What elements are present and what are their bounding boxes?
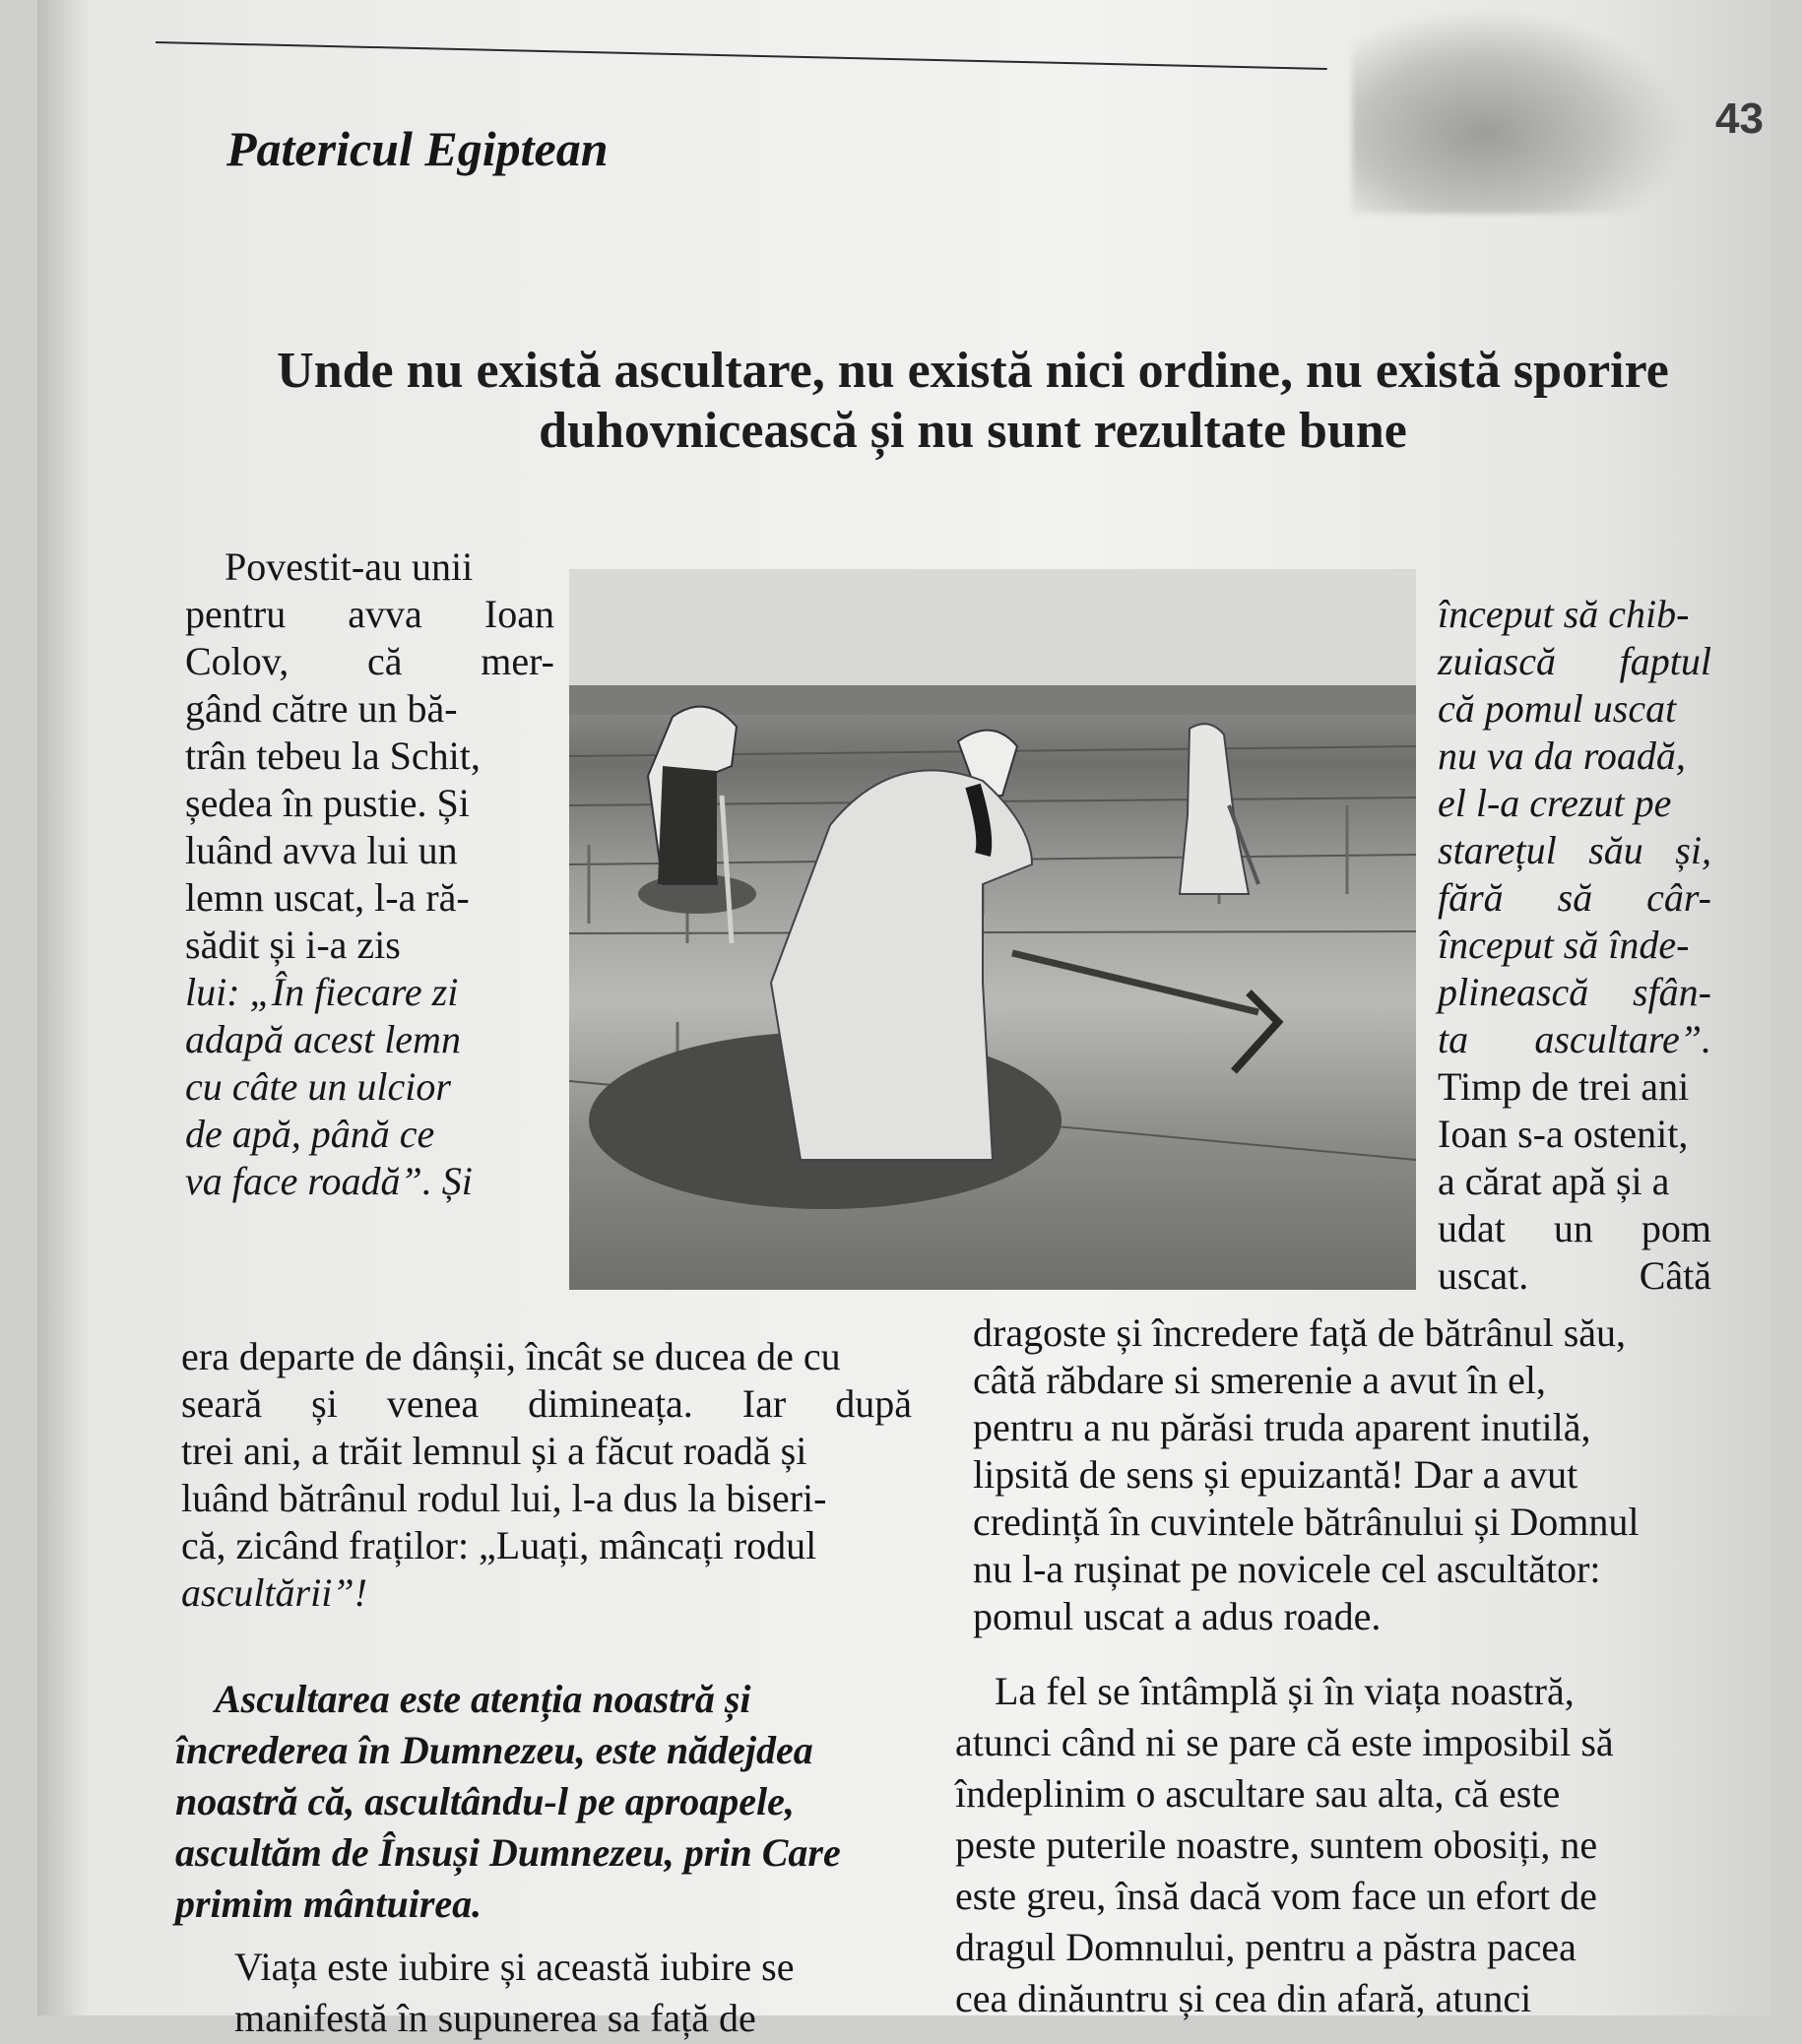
text-line: pentru a nu părăsi truda aparent inutilă,	[973, 1405, 1591, 1449]
text-line: ta ascultare”.	[1438, 1017, 1711, 1061]
text-line: plinească sfân-	[1438, 970, 1711, 1014]
photo-illustration	[569, 569, 1416, 1290]
text-line: Viața este iubire și această iubire se	[234, 1945, 795, 1989]
text-line: ascultăm de Însuși Dumnezeu, prin Care	[175, 1830, 841, 1875]
text-line: fără să câr-	[1438, 875, 1711, 920]
text-line: a cărat apă și a	[1438, 1159, 1670, 1203]
text-line: început să chib-	[1438, 592, 1690, 636]
text-line: udat un pom	[1438, 1206, 1711, 1250]
text-line: de apă, până ce	[185, 1112, 435, 1156]
right-last-paragraph	[955, 1666, 1684, 2024]
text-line: peste puterile noastre, suntem obosiți, ne	[955, 1822, 1598, 1867]
text-line: adapă acest lemn	[185, 1017, 461, 1061]
photo-nuns-working-field	[569, 569, 1416, 1290]
text-line: atunci când ni se pare că este imposibil să	[955, 1720, 1614, 1764]
text-line: pomul uscat a adus roade.	[973, 1594, 1382, 1638]
text-line: luând avva lui un	[185, 828, 458, 872]
text-line: lui: „În fiecare zi	[185, 970, 459, 1014]
text-line: trân tebeu la Schit,	[185, 734, 481, 778]
text-line: Colov, că mer-	[185, 639, 554, 683]
text-line: cea dinăuntru și cea din afară, atunci	[955, 1976, 1532, 2020]
running-title: Patericul Egiptean	[226, 121, 609, 176]
right-column	[973, 1309, 1682, 1640]
text-line: dragoste și încredere față de bătrânul său,	[973, 1310, 1627, 1355]
text-line: dragul Domnului, pentru a păstra pacea	[955, 1925, 1577, 1969]
ornament-graphic	[1352, 12, 1683, 214]
text-line: Povestit-au unii	[225, 544, 474, 589]
text-line: este greu, însă dacă vom face un efort de	[955, 1874, 1597, 1918]
text-line: început să înde-	[1438, 923, 1690, 967]
text-line: el l-a crezut pe	[1438, 781, 1672, 825]
left-last-paragraph	[234, 1942, 943, 2044]
text-line: credință în cuvintele bătrânului și Domnul	[973, 1500, 1640, 1544]
text-line: Ascultarea este atenția noastră și	[215, 1677, 751, 1721]
text-line: luând bătrânul rodul lui, l-a dus la biseri-	[181, 1476, 827, 1520]
text-line: ascultării”!	[181, 1570, 367, 1615]
text-line: câtă răbdare si smerenie a avut în el,	[973, 1358, 1546, 1402]
text-line: va face roadă”. Și	[185, 1159, 473, 1203]
text-line: pentru avva Ioan	[185, 592, 554, 636]
text-line: era departe de dânșii, încât se ducea de cu	[181, 1334, 841, 1378]
chapter-title-line: Unde nu există ascultare, nu există nici ordine, nu există sporire	[277, 343, 1669, 399]
wrap-right-column	[1438, 591, 1711, 1300]
bold-quote	[175, 1674, 943, 1930]
text-line: uscat. Câtă	[1438, 1253, 1711, 1298]
text-line: gând către un bă-	[185, 686, 458, 731]
text-line: primim mântuirea.	[175, 1882, 483, 1926]
text-line: manifestă în supunerea sa față de	[234, 1996, 756, 2040]
wrap-left-column	[185, 543, 554, 1205]
chapter-title-line: duhovnicească și nu sunt rezultate bune	[539, 403, 1407, 459]
text-line: trei ani, a trăit lemnul și a făcut roadă și	[181, 1429, 807, 1473]
text-line: că, zicând fraților: „Luați, mâncați rodul	[181, 1523, 817, 1567]
chapter-title	[234, 341, 1711, 461]
page-number: 43	[1715, 95, 1764, 143]
book-page	[37, 0, 1770, 2040]
text-line: îndeplinim o ascultare sau alta, că este	[955, 1771, 1561, 1816]
header-rule	[156, 41, 1327, 70]
text-line: ședea în pustie. Și	[185, 781, 470, 825]
text-line: La fel se întâmplă și în viața noastră,	[995, 1669, 1575, 1713]
text-line: încrederea în Dumnezeu, este nădejdea	[175, 1728, 813, 1772]
text-line: lemn uscat, l-a ră-	[185, 875, 470, 920]
text-line: nu va da roadă,	[1438, 734, 1686, 778]
text-line: seară și venea dimineața. Iar după	[181, 1381, 912, 1426]
text-line: lipsită de sens și epuizantă! Dar a avut	[973, 1452, 1578, 1497]
text-line: starețul său și,	[1438, 828, 1711, 872]
text-line: sădit și i-a zis	[185, 923, 401, 967]
left-column	[181, 1333, 949, 1617]
text-line: noastră că, ascultându-l pe aproapele,	[175, 1779, 795, 1823]
text-line: zuiască faptul	[1438, 639, 1711, 683]
text-line: Ioan s-a ostenit,	[1438, 1112, 1689, 1156]
text-line: cu câte un ulcior	[185, 1064, 451, 1109]
text-line: Timp de trei ani	[1438, 1064, 1690, 1109]
text-line: că pomul uscat	[1438, 686, 1677, 731]
text-line: nu l-a rușinat pe novicele cel ascultător:	[973, 1547, 1601, 1591]
